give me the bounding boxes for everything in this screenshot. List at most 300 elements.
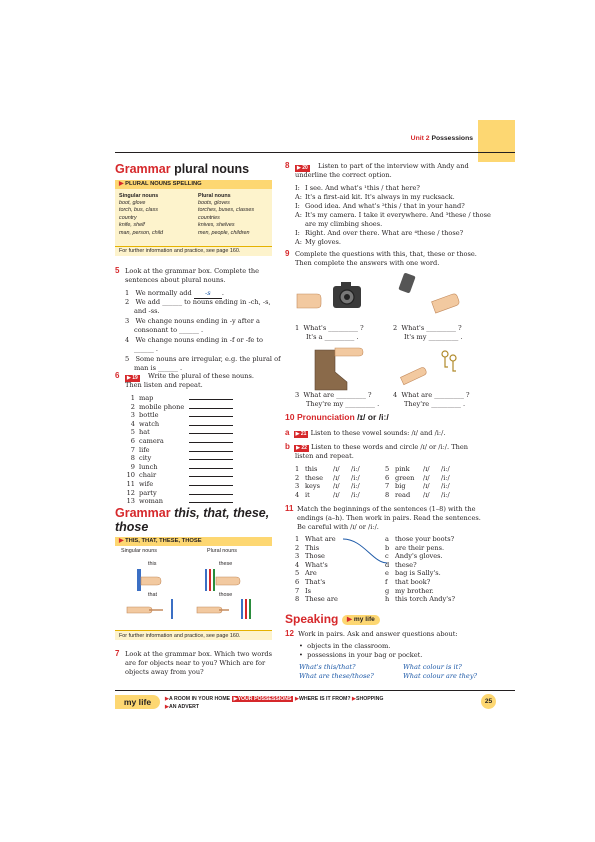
track-number: 21 [300, 431, 307, 437]
ex6-word: party [139, 488, 157, 497]
ex9-item-3 [295, 391, 372, 400]
sentence-part: Is [305, 586, 311, 595]
footer-nav-item[interactable]: WHERE IS IT FROM? [298, 696, 351, 702]
item-number: 11 [126, 480, 135, 488]
hand-camera-picture [295, 278, 375, 318]
ex6-answer-line[interactable] [189, 459, 233, 460]
ex11-right-row [385, 587, 434, 596]
ex6-word-row [125, 428, 233, 437]
ex6-word-row [125, 463, 233, 472]
item-number: 2 [393, 324, 398, 332]
sentence-part: This [305, 543, 320, 552]
dialogue-line [295, 229, 463, 238]
item-label: c [385, 552, 389, 561]
item-number: 3 [295, 482, 300, 491]
speaker: A: [295, 193, 302, 201]
ex10-a-text: Listen to these vowel sounds: /ɪ/ and /iː/. [310, 429, 446, 437]
item-number: 5 [125, 355, 130, 363]
short-i-option[interactable]: /ɪ/ [423, 490, 430, 499]
ex6-word-row [125, 446, 233, 455]
ex11-right-row [385, 578, 430, 587]
ex10-word-row [295, 482, 360, 491]
pronunciation-title [285, 413, 389, 422]
ex6-answer-line[interactable] [189, 442, 233, 443]
bullet-item: • possessions in your bag or pocket. [299, 650, 423, 659]
ex8-intro: Listen to part of the interview with Andy and [318, 162, 469, 170]
item-number: 5 [385, 465, 390, 473]
long-i-option[interactable]: /iː/ [351, 490, 360, 499]
long-i-option[interactable]: /iː/ [441, 465, 450, 473]
item-label: b [385, 543, 390, 552]
ex5-item [125, 355, 281, 364]
grammar-topic: those [115, 520, 149, 534]
long-i-option[interactable]: /iː/ [351, 473, 360, 482]
ex11-left-row [295, 569, 317, 578]
page-number: 25 [481, 694, 496, 709]
item-question: What's _________ ? [303, 324, 364, 332]
footer-rule [115, 690, 515, 691]
footer-nav: ▶A ROOM IN YOUR HOME ▶YOUR POSSESSIONS ▶WHERE IS IT FROM? ▶SHOPPING ▶AN ADVERT [165, 696, 384, 710]
ex11-intro: endings (a–h). Then work in pairs. Read the sentences. [297, 514, 481, 522]
ex6-word: woman [139, 497, 164, 506]
item-text: . [221, 289, 224, 297]
ex6-word-row [125, 497, 233, 506]
part-a-label: a [285, 428, 290, 437]
plural-col1-head: Singular nouns [119, 193, 159, 199]
ex9-intro: Then complete the answers with one word. [295, 259, 440, 267]
plural-col2-row: men, people, children [198, 229, 250, 236]
item-question: What are _________ ? [401, 391, 470, 399]
ex10-word: pink [395, 465, 410, 473]
ex5-item [125, 298, 271, 307]
plural-col1-row: boot, glove [119, 200, 146, 206]
dialogue-text: It's my camera. I take it everywhere. And ³these / those [305, 211, 491, 219]
ex7-text: objects away from you? [125, 668, 204, 676]
audio-track-button[interactable]: ▶ 21 [295, 431, 307, 437]
speaking-section [285, 612, 515, 687]
item-number: 3 [295, 391, 300, 399]
ex6-word: bottle [139, 411, 159, 420]
audio-track-button[interactable]: ▶ 22 [296, 445, 307, 451]
that-label: that [148, 592, 157, 598]
ex10-word-row [295, 474, 360, 483]
dialogue-line [295, 220, 382, 229]
ex6-word: map [139, 394, 154, 402]
sentence-part: Andy's gloves. [395, 552, 443, 561]
ex11-right-row [385, 595, 455, 604]
footer-nav-item[interactable]: SHOPPING [355, 696, 384, 702]
hand-boots-picture [295, 344, 375, 392]
ex5-item [125, 317, 260, 326]
item-label: d [385, 560, 390, 569]
pronunciation-topic: /ɪ/ or /iː/ [357, 412, 389, 422]
this-label: this [148, 561, 157, 567]
speaking-question: What's this/that? [299, 663, 356, 671]
sentence-part: are their pens. [395, 543, 445, 552]
ex10-word-row [295, 465, 360, 474]
track-number: 20 [302, 165, 308, 171]
track-number: 19 [132, 375, 138, 381]
plural-col2-row: knives, shelves [198, 222, 235, 229]
ex10-word: green [395, 473, 415, 482]
ex6-word: watch [139, 419, 160, 428]
ex7-text: Look at the grammar box. Which two words [125, 650, 272, 658]
long-i-option[interactable]: /iː/ [441, 473, 450, 482]
dialogue-text: I see. And what's ¹this / that here? [305, 184, 420, 192]
ex11-intro: Be careful with /ɪ/ or /iː/. [297, 523, 379, 531]
exercise-11 [285, 505, 515, 605]
ex6-word: lunch [139, 462, 158, 471]
ex11-left-row [295, 595, 338, 604]
speaking-question: What are these/those? [299, 672, 374, 680]
item-label: 1 [295, 535, 300, 543]
item-label: 5 [295, 569, 300, 578]
dialogue-line [295, 184, 420, 193]
short-i-option[interactable]: /ɪ/ [423, 473, 430, 482]
short-i-option[interactable]: /ɪ/ [333, 482, 340, 491]
grammar-topic: this, that, these, [174, 506, 270, 520]
dialogue-text: are my climbing shoes. [305, 220, 383, 228]
item-label: f [385, 578, 388, 586]
ex6-word-row [125, 480, 233, 489]
ex6-intro: Then listen and repeat. [125, 381, 203, 389]
ex10-word-row [385, 482, 450, 491]
sentence-part: bag is Sally's. [395, 569, 441, 578]
plural-box-head-text: PLURAL NOUNS SPELLING [125, 181, 202, 187]
item-number: 10 [126, 471, 135, 480]
ex6-number: 6 [115, 371, 120, 380]
plural-col1-row: man, person, child [119, 229, 164, 236]
plural-col1-row: torch, bus, class [119, 207, 158, 214]
speaking-label: Speaking [285, 612, 339, 626]
item-number: 13 [126, 497, 135, 506]
speaking-question: What colour is it? [403, 663, 462, 671]
sentence-part: That's [305, 578, 326, 586]
item-question: What's _________ ? [401, 324, 462, 332]
ex5-intro: Look at the grammar box. Complete the [125, 267, 260, 275]
item-text: man is ______ . [134, 364, 183, 372]
ex6-word-row [125, 420, 233, 429]
short-i-option[interactable]: /ɪ/ [423, 465, 430, 473]
item-number: 9 [130, 462, 135, 471]
ex11-left-row [295, 561, 328, 570]
long-i-option[interactable]: /iː/ [441, 490, 450, 499]
ex9-item-1 [295, 324, 364, 333]
speaker: A: [295, 238, 302, 246]
item-number: 4 [295, 490, 300, 499]
hand-pointing-illustrations [123, 567, 268, 627]
speaker: I: [295, 229, 300, 237]
ex10-part-a [285, 429, 445, 438]
plural-col2-head: Plural nouns [198, 193, 231, 199]
long-i-option[interactable]: /iː/ [351, 482, 360, 491]
item-answer: It's my _________ . [404, 333, 463, 341]
item-answer: They're my _________ . [306, 400, 380, 408]
ex9-number: 9 [285, 249, 290, 258]
sentence-part: Are [305, 569, 317, 578]
dialogue-text: Good idea. And what's ²this / that in your hand? [305, 202, 465, 210]
ex6-word: camera [139, 437, 164, 445]
ex10-part-b [285, 443, 468, 452]
ex10-word-row [385, 491, 450, 500]
unit-header [393, 135, 473, 142]
ex11-right-row [385, 535, 454, 544]
my-life-logo: my life [115, 695, 160, 709]
ex6-answer-line[interactable] [189, 408, 233, 409]
speaker: I: [295, 184, 300, 192]
item-label: a [385, 535, 389, 543]
grammar-topic: plural nouns [174, 162, 250, 176]
unit-number: Unit 2 [410, 135, 430, 142]
ex10-word: it [305, 490, 310, 499]
ex6-answer-line[interactable] [189, 502, 233, 503]
item-number: 6 [130, 437, 135, 445]
speaker: A: [295, 211, 302, 219]
ex9-item-4 [393, 391, 470, 400]
plural-box-head: ▶ PLURAL NOUNS SPELLING [115, 180, 272, 189]
this-col-head: Singular nouns [121, 548, 157, 554]
short-i-option[interactable]: /ɪ/ [423, 482, 430, 491]
ex11-number: 11 [285, 504, 294, 513]
ex10-word: big [395, 482, 406, 491]
ex6-word-row [125, 489, 233, 498]
sentence-part: What's [305, 560, 328, 569]
ex10-word-row [385, 474, 450, 483]
item-label: g [385, 586, 390, 595]
badge-text: my life [353, 616, 375, 623]
item-number: 2 [130, 402, 135, 411]
item-number: 2 [125, 298, 130, 306]
ex6-answer-line[interactable] [189, 416, 233, 417]
ex10-word-row [385, 465, 450, 474]
ex6-answer-line[interactable] [189, 476, 233, 477]
ex8-number: 8 [285, 161, 290, 170]
item-text: Some nouns are irregular, e.g. the plural of [135, 355, 281, 363]
item-number: 12 [126, 488, 135, 497]
ex11-intro: Match the beginnings of the sentences (1–8) with the [297, 505, 476, 513]
long-i-option[interactable]: /iː/ [441, 482, 450, 491]
hand-keys-picture [393, 344, 473, 388]
item-number: 7 [130, 445, 135, 454]
item-text: We change nouns ending in -y after a [135, 317, 260, 325]
item-text: We change nouns ending in -f or -fe to [135, 336, 264, 344]
ex10-word: read [395, 490, 411, 499]
ex10-b-text: Listen to these words and circle /ɪ/ or /iː/. Then [311, 443, 469, 451]
exercise-9 [285, 250, 515, 410]
dialogue-line [295, 193, 455, 202]
item-number: 3 [125, 317, 130, 325]
dialogue-text: Right. And over there. What are ⁴these / those? [305, 229, 464, 237]
ex6-answer-line[interactable] [189, 485, 233, 486]
item-text: ______ . [134, 345, 158, 353]
ex12-bullets [299, 642, 422, 659]
ex5-number: 5 [115, 266, 120, 275]
item-number: 1 [130, 394, 135, 402]
item-number: 4 [393, 391, 398, 399]
item-number: 1 [295, 324, 300, 332]
ex8-intro: underline the correct option. [295, 171, 392, 179]
ex11-left-row [295, 587, 311, 596]
plural-col2-row: torches, buses, classes [198, 207, 255, 214]
dialogue-line [295, 238, 341, 247]
header-rule [115, 152, 515, 153]
this-that-box-footnote: For further information and practice, see page 160. [115, 630, 272, 641]
ex11-right-row [385, 569, 441, 578]
ex10-b-text: listen and repeat. [295, 452, 354, 460]
ex11-right-row [385, 561, 417, 570]
ex6-answer-line[interactable] [189, 494, 233, 495]
these-col-head: Plural nouns [207, 548, 237, 554]
item-number: 7 [385, 482, 390, 491]
ex6-answer-line[interactable] [189, 468, 233, 469]
short-i-option[interactable]: /ɪ/ [333, 473, 340, 482]
plural-col1-row: country [119, 214, 137, 221]
ex6-word: mobile phone [139, 402, 185, 411]
ex10-word: keys [305, 482, 321, 491]
bullet-text: objects in the classroom. [307, 642, 391, 650]
hand-phone-picture [393, 272, 473, 317]
item-label: e [385, 569, 389, 578]
ex6-word-row [125, 411, 233, 420]
item-question: What are _________ ? [303, 391, 372, 399]
ex11-left-row [295, 578, 325, 587]
plural-box-footnote: For further information and practice, see page 160. [115, 246, 272, 256]
item-number: 6 [385, 473, 390, 482]
ex11-right-row [385, 552, 443, 561]
ex6-word: life [139, 445, 150, 454]
exercise-6 [115, 371, 275, 506]
speaker: I: [295, 202, 300, 210]
item-number: 5 [130, 428, 135, 437]
sentence-part: this torch Andy's? [395, 595, 455, 604]
audio-track-button[interactable]: ▶ 20 [297, 165, 308, 171]
grammar-plural-title [115, 162, 249, 176]
dialogue-text: It's a first-aid kit. It's always in my rucksack. [305, 193, 455, 201]
grammar-label: Grammar [115, 506, 171, 520]
plural-nouns-box [115, 180, 272, 256]
item-label: h [385, 595, 390, 604]
exercise-10 [285, 413, 515, 503]
ex11-left-row [295, 535, 336, 544]
sentence-part: those your boots? [395, 535, 455, 543]
ex6-word-row [125, 471, 233, 480]
plural-col2-row: countries [198, 214, 220, 221]
footer-nav-item[interactable]: A ROOM IN YOUR HOME [169, 696, 231, 702]
sentence-part: that book? [395, 578, 431, 586]
dialogue-text: My gloves. [305, 238, 341, 246]
ex10-word: these [305, 473, 324, 482]
this-that-box-head-text: THIS, THAT, THESE, THOSE [125, 538, 202, 544]
item-label: 2 [295, 543, 300, 552]
speaking-question: What colour are they? [403, 672, 478, 680]
footer-nav-item[interactable]: AN ADVERT [169, 704, 200, 710]
pronunciation-label: Pronunciation [296, 412, 355, 422]
ex6-word: city [139, 454, 152, 463]
dialogue-line [295, 211, 491, 220]
item-text: and -ss. [134, 307, 160, 315]
plural-col2-row: boots, gloves [198, 200, 230, 206]
item-text: consonant to ______ . [134, 326, 204, 334]
sentence-part: these? [395, 560, 417, 569]
ex9-item-2 [393, 324, 462, 333]
item-label: 7 [295, 586, 300, 595]
track-number: 22 [301, 445, 307, 451]
unit-title: Possessions [431, 135, 473, 142]
footer-nav-item-active[interactable]: YOUR POSSESSIONS [237, 696, 292, 702]
ex5-answer: -s [194, 289, 222, 299]
ex6-word-row [125, 454, 233, 463]
ex12-number: 12 [285, 629, 294, 638]
item-number: 8 [385, 490, 390, 499]
ex6-answer-line[interactable] [189, 399, 233, 400]
bullet-item: • objects in the classroom. [299, 642, 391, 650]
ex7-text: are for objects near to you? Which are for [125, 659, 266, 667]
part-b-label: b [285, 442, 290, 451]
item-answer: It's a _________ . [306, 333, 359, 341]
unit-tab [478, 120, 515, 162]
this-that-box [115, 537, 272, 640]
item-label: 6 [295, 578, 300, 586]
item-number: 3 [130, 411, 135, 420]
long-i-option[interactable]: /iː/ [351, 465, 360, 473]
ex5-item [125, 336, 263, 345]
plural-col1-row: knife, shelf [119, 222, 145, 229]
plural-col2 [198, 200, 254, 237]
ex6-word: wife [139, 480, 154, 488]
sentence-part: These are [305, 595, 338, 604]
ex6-answer-line[interactable] [189, 433, 233, 434]
item-number: 1 [125, 289, 130, 297]
ex6-word-row [125, 437, 233, 446]
sentence-part: Those [305, 552, 325, 561]
sentence-part: What are [305, 535, 336, 543]
ex6-answer-line[interactable] [189, 425, 233, 426]
ex6-answer-line[interactable] [189, 451, 233, 452]
speaking-title [285, 612, 338, 626]
item-number: 1 [295, 465, 300, 473]
ex10-number: 10 [285, 412, 295, 422]
ex10-word: this [305, 465, 318, 473]
grammar-label: Grammar [115, 162, 171, 176]
ex5-intro: sentences about plural nouns. [125, 276, 226, 284]
ex6-word: chair [139, 471, 157, 480]
those-label: those [219, 592, 233, 598]
item-answer: They're _________ . [404, 400, 466, 408]
ex6-intro: Write the plural of these nouns. [148, 372, 255, 380]
ex11-left-row [295, 544, 319, 553]
these-label: these [219, 561, 233, 567]
item-number: 2 [295, 473, 300, 482]
ex12-intro: Work in pairs. Ask and answer questions about: [298, 630, 458, 638]
ex11-right-row [385, 544, 444, 553]
ex6-word: hat [139, 428, 150, 437]
item-label: 3 [295, 552, 300, 561]
item-number: 4 [125, 336, 130, 344]
bullet-text: possessions in your bag or pocket. [307, 650, 423, 659]
audio-track-button[interactable]: ▶ 19 [127, 375, 138, 381]
short-i-option[interactable]: /ɪ/ [333, 490, 340, 499]
item-number: 4 [130, 419, 135, 428]
my-life-badge: ▶ my life [342, 615, 380, 625]
example-match-line [343, 537, 389, 567]
short-i-option[interactable]: /ɪ/ [333, 465, 340, 473]
item-number: 8 [130, 454, 135, 463]
item-label: 4 [295, 560, 300, 569]
ex6-word-row [125, 403, 233, 412]
sentence-part: my brother. [395, 586, 434, 595]
ex9-intro: Complete the questions with this, that, these or those. [295, 250, 477, 258]
ex11-left-row [295, 552, 325, 561]
